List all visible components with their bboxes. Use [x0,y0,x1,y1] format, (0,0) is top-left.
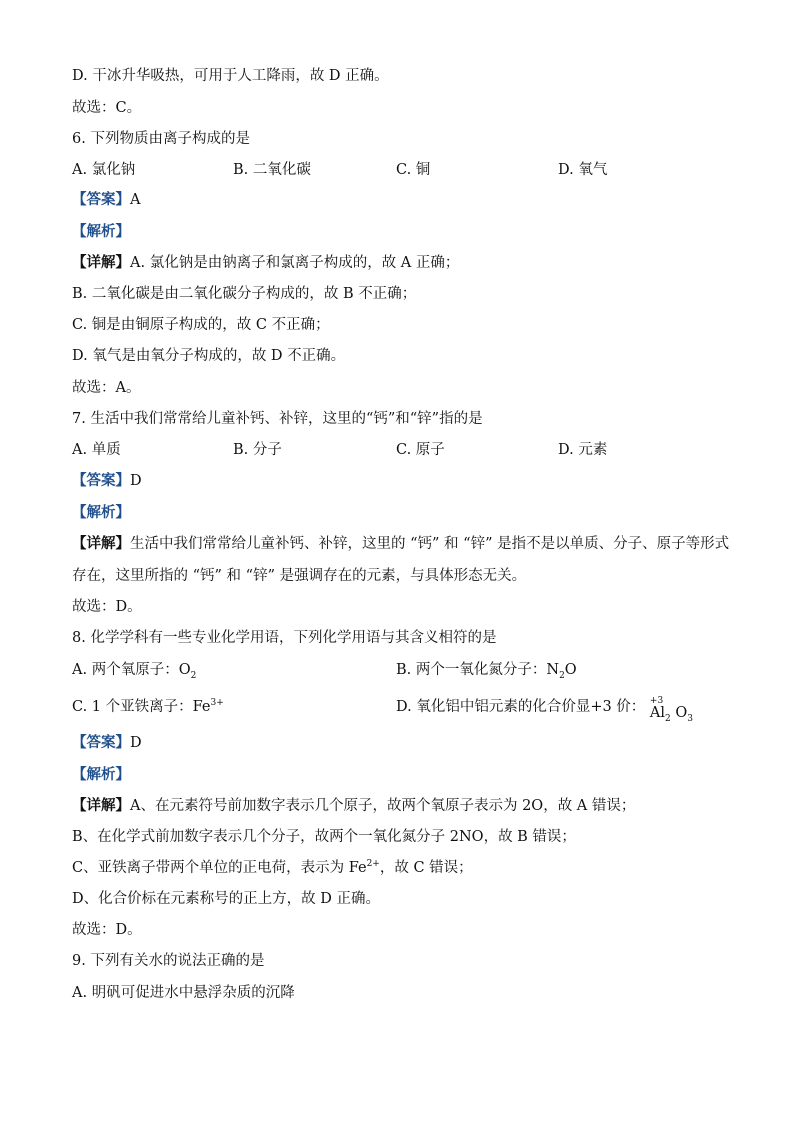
option-d [396,696,693,724]
text-line: D. 干冰升华吸热，可用于人工降雨，故 D 正确。 [72,68,389,84]
subscript: 2 [559,670,565,681]
detail-line [72,796,635,816]
option-c: C. 原子 [396,442,445,458]
text-line: 存在，这里所指的 “钙” 和 “锌” 是强调存在的元素，与具体形态无关。 [72,568,527,584]
superscript: 3+ [210,698,224,709]
text-line: D、化合价标在元素称号的正上方，故 D 正确。 [72,891,380,907]
valence-mark: +3 [649,696,664,706]
element-o: O [670,705,688,721]
answer-line [72,190,140,210]
detail-line [72,253,459,273]
superscript: 2+ [366,859,380,870]
option-a [72,660,196,680]
option-a: A. 氯化钠 [72,162,136,178]
analysis-tag: 【解析】 [72,223,130,240]
text-line: B. 二氧化碳是由二氧化碳分子构成的，故 B 不正确； [72,286,417,302]
analysis-tag: 【解析】 [72,766,130,783]
option-a: A. 明矾可促进水中悬浮杂质的沉降 [72,985,295,1001]
text-part: C、亚铁离子带两个单位的正电荷，表示为 Fe [72,860,367,876]
detail-tag: 【详解】 [72,535,130,552]
text-line [72,858,473,878]
text-line: 故选：D。 [72,599,142,615]
detail-line [72,534,729,554]
question-8: 8. 化学学科有一些专业化学用语，下列化学用语与其含义相符的是 [72,630,497,646]
answer-line [72,471,142,491]
option-c [72,697,224,717]
text-line: 故选：C。 [72,100,142,116]
option-b [396,660,577,680]
option-c-text: C. 1 个亚铁离子：Fe [72,699,211,715]
valence-formula [649,696,693,724]
detail-tag: 【详解】 [72,797,130,814]
option-d: D. 元素 [558,442,608,458]
option-d: D. 氧气 [558,162,608,178]
answer-value: A [130,192,141,208]
detail-tag: 【详解】 [72,254,130,271]
analysis-line [72,222,130,242]
answer-tag: 【答案】 [72,191,130,208]
element-al: Al [649,705,666,721]
option-b-tail: O [564,662,577,678]
text-line: D. 氧气是由氧分子构成的，故 D 不正确。 [72,348,346,364]
option-c: C. 铜 [396,162,431,178]
option-a: A. 单质 [72,442,121,458]
detail-text: A. 氯化钠是由钠离子和氯离子构成的，故 A 正确； [130,255,460,271]
option-d-text: D. 氧化铝中铝元素的化合价显+3 价： [396,699,646,715]
text-line: 故选：D。 [72,922,142,938]
text-part: ，故 C 错误； [379,860,473,876]
text-line: 故选：A。 [72,380,141,396]
question-7: 7. 生活中我们常常给儿童补钙、补锌，这里的“钙”和“锌”指的是 [72,411,483,427]
option-b-text: B. 两个一氧化氮分子：N [396,662,560,678]
option-b: B. 二氧化碳 [233,162,311,178]
analysis-line [72,765,130,785]
detail-text: A、在元素符号前加数字表示几个原子，故两个氧原子表示为 2O，故 A 错误； [130,798,636,814]
answer-tag: 【答案】 [72,734,130,751]
answer-value: D [130,473,142,489]
question-9: 9. 下列有关水的说法正确的是 [72,953,265,969]
answer-value: D [130,735,142,751]
question-6: 6. 下列物质由离子构成的是 [72,131,250,147]
subscript: 3 [687,713,693,724]
text-line: C. 铜是由铜原子构成的，故 C 不正确； [72,317,330,333]
analysis-tag: 【解析】 [72,504,130,521]
answer-tag: 【答案】 [72,472,130,489]
option-a-text: A. 两个氧原子：O [72,662,191,678]
answer-line [72,733,142,753]
subscript: 2 [190,670,197,681]
analysis-line [72,503,130,523]
option-b: B. 分子 [233,442,282,458]
detail-text: 生活中我们常常给儿童补钙、补锌，这里的 “钙” 和 “锌” 是指不是以单质、分子、原子等形式 [130,536,730,552]
text-line: B、在化学式前加数字表示几个分子，故两个一氧化氮分子 2NO，故 B 错误； [72,829,576,845]
subscript: 2 [665,713,671,724]
